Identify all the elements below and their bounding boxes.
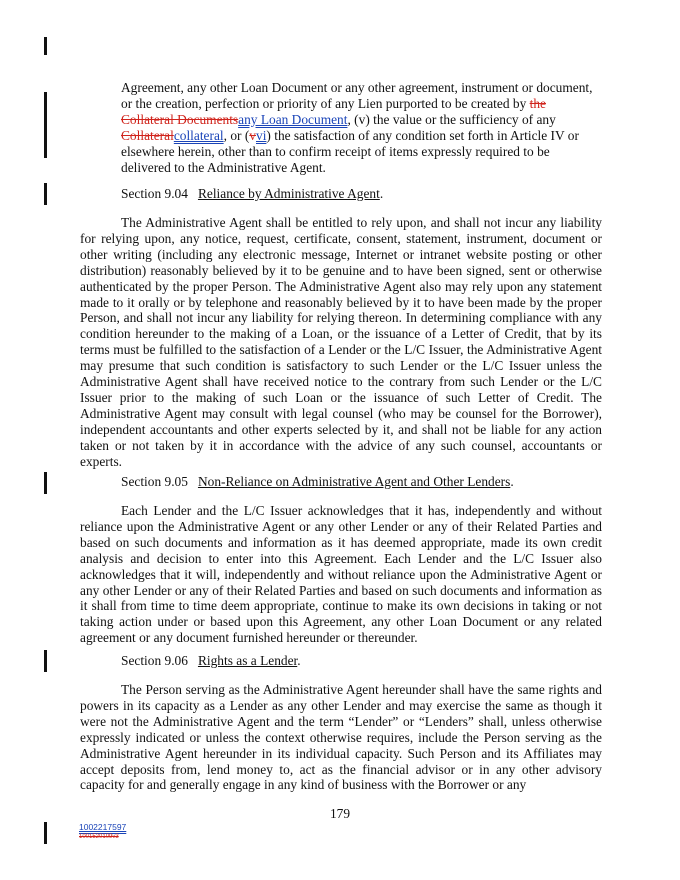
change-bar bbox=[44, 183, 47, 205]
change-bar bbox=[44, 822, 47, 844]
inserted-text: collateral bbox=[173, 127, 224, 143]
section-title: Reliance by Administrative Agent bbox=[197, 186, 380, 201]
section-title: Non-Reliance on Administrative Agent and Other Lenders bbox=[197, 474, 511, 489]
change-bar bbox=[44, 650, 47, 672]
section-body-9-05: Each Lender and the L/C Issuer acknowledges that it has, independently and without reliance upon the Administrative Agent or any other Lender or any of their Related Parties and based on such documents and information as it has deemed appropriate, made its own credit analysis and decision to enter into this Agreement. Each Lender and the L/C Issuer also acknowledges that it will, independently and without reliance upon the Administrative Agent or any other Lender or any of their Related Parties and based on such documents and information as it shall from time to time deem appropriate, continue to make its own decisions in taking or not taking action under or based upon this Agreement, any other Loan Document or any related agreement or any document furnished hereunder or thereunder. bbox=[80, 503, 602, 646]
continued-paragraph: Agreement, any other Loan Document or any other agreement, instrument or document, or the creation, perfection or priority of any Lien purported to be created by the Collateral Documentsany Loan Document, (v) the value or the sufficiency of any Collateralcollateral, or (vvi) the satisfaction of any condition set forth in Article IV or elsewhere herein, other than to confirm receipt of items expressly required to be delivered to the Administrative Agent. bbox=[121, 80, 593, 175]
deleted-text: Collateral bbox=[121, 127, 174, 143]
section-body-9-06: The Person serving as the Administrative Agent hereunder shall have the same rights and powers in its capacity as a Lender as any other Lender and may exercise the same as though it were not the Administrative Agent and the term “Lender” or “Lenders” shall, unless otherwise expressly indicated or unless the context otherwise requires, include the Person serving as the Administrative Agent hereunder in its individual capacity. Such Person and its Affiliates may accept deposits from, lend money to, act as the financial advisor or in any other advisory capacity for and generally engage in any kind of business with the Borrower or any bbox=[80, 682, 602, 793]
document-id: 1002217597 bbox=[79, 822, 127, 832]
section-title: Rights as a Lender bbox=[197, 653, 298, 668]
section-body-9-04: The Administrative Agent shall be entitled to rely upon, and shall not incur any liability for relying upon, any notice, request, certificate, consent, statement, instrument, document or other writing (including any electronic message, Internet or intranet website posting or other distribution) reasonably believed by it to be genuine and to have been signed, sent or otherwise authenticated by the proper Person. The Administrative Agent also may rely upon any statement made to it orally or by telephone and reasonably believed by it to have been made by the proper Person, and shall not incur any liability for relying thereon. In determining compliance with any condition hereunder to the making of a Loan, or the issuance of a Letter of Credit, that by its terms must be fulfilled to the satisfaction of a Lender or the L/C Issuer, the Administrative Agent may presume that such condition is satisfactory to such Lender or the L/C Issuer unless the Administrative Agent shall have received notice to the contrary from such Lender or the L/C Issuer prior to the making of such Loan or the issuance of such Letter of Credit. The Administrative Agent may consult with legal counsel (who may be counsel for the Borrower), independent accountants and other experts selected by it, and shall not be liable for any action taken or not taken by it in accordance with the advice of any such counsel, accountants or experts. bbox=[80, 215, 602, 469]
inserted-text: vi bbox=[256, 127, 267, 143]
deleted-text: the Collateral Documents bbox=[121, 95, 546, 127]
section-heading-9-04: Section 9.04 Reliance by Administrative Agent. bbox=[121, 186, 384, 201]
section-number: Section 9.04 bbox=[121, 186, 188, 201]
page-number: 179 bbox=[329, 806, 351, 821]
change-bar bbox=[44, 472, 47, 494]
inserted-text: any Loan Document bbox=[238, 111, 348, 127]
deleted-text: v bbox=[249, 127, 256, 143]
section-number: Section 9.06 bbox=[121, 653, 188, 668]
section-number: Section 9.05 bbox=[121, 474, 188, 489]
section-heading-9-06: Section 9.06 Rights as a Lender. bbox=[121, 653, 301, 668]
document-id-deleted: 1001520109v3 bbox=[79, 834, 119, 840]
change-bar bbox=[44, 37, 47, 55]
section-heading-9-05: Section 9.05 Non-Reliance on Administrative Agent and Other Lenders. bbox=[121, 474, 514, 489]
change-bar bbox=[44, 92, 47, 158]
